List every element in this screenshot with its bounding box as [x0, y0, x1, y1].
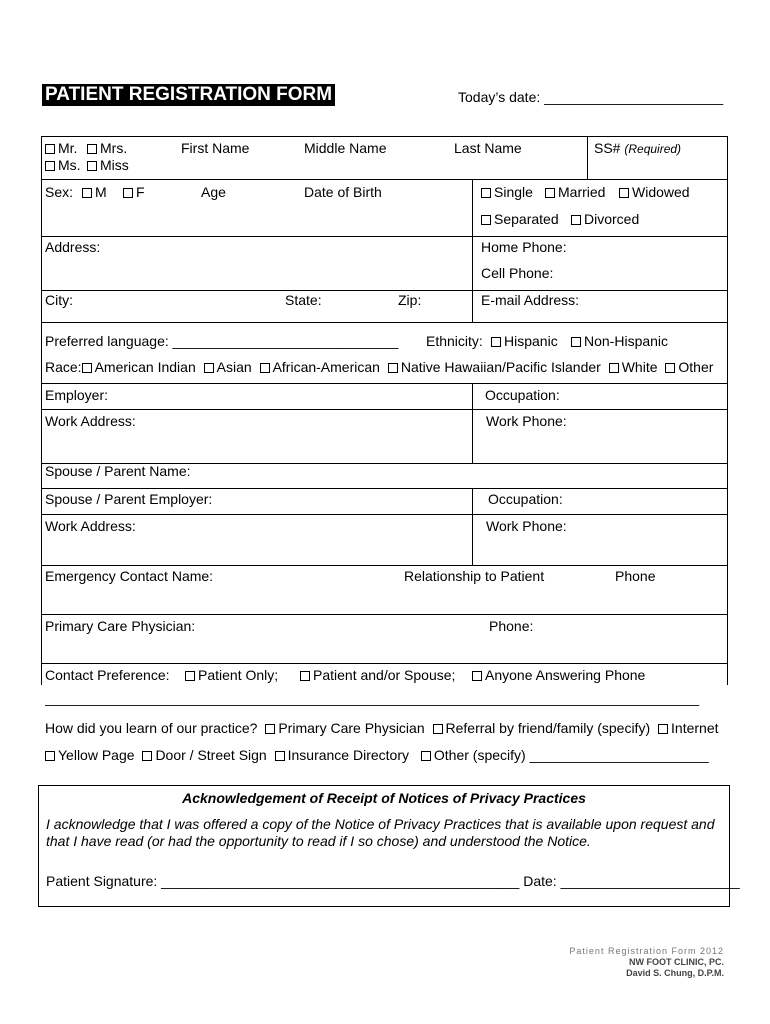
pcp-phone-label: Phone: — [489, 618, 534, 634]
checkbox-icon[interactable] — [87, 144, 97, 154]
learn-pcp: Primary Care Physician — [278, 720, 425, 736]
sex-male-option[interactable]: M — [82, 184, 107, 200]
grid-line — [41, 663, 727, 664]
grid-line — [41, 236, 727, 237]
learn-question: How did you learn of our practice? — [45, 720, 258, 736]
footer-doctor: David S. Chung, D.P.M. — [626, 968, 724, 978]
work-address-label: Work Address: — [45, 413, 136, 429]
acknowledgement-line-2: that I have read (or had the opportunity to read if I so chose) and understood the Notice. — [46, 833, 591, 849]
checkbox-icon[interactable] — [300, 671, 310, 681]
middle-name-label: Middle Name — [304, 140, 387, 156]
checkbox-icon[interactable] — [82, 188, 92, 198]
spouse-occupation-label: Occupation: — [488, 491, 563, 507]
marital-married-option[interactable]: Married — [545, 184, 605, 200]
grid-line — [41, 136, 727, 137]
preferred-language-field[interactable]: Preferred language: _____________________________ — [45, 333, 399, 349]
learn-referral: Referral by friend/family (specify) — [445, 720, 651, 736]
grid-line — [41, 136, 42, 685]
employer-label: Employer: — [45, 387, 109, 403]
checkbox-icon[interactable] — [571, 337, 581, 347]
grid-line — [472, 488, 473, 565]
grid-line — [41, 565, 727, 566]
grid-line — [41, 383, 727, 384]
marital-widowed-option[interactable]: Widowed — [619, 184, 690, 200]
race-african-american: African-American — [272, 359, 380, 375]
todays-date-field[interactable]: Today’s date: _______________________ — [458, 89, 724, 105]
learn-door-sign: Door / Street Sign — [155, 747, 267, 763]
learn-row-2 — [45, 747, 709, 763]
race-asian: Asian — [216, 359, 252, 375]
patient-signature-field[interactable]: Patient Signature: ______________________________________________ Date: _______________________ — [46, 873, 740, 889]
checkbox-icon[interactable] — [472, 671, 482, 681]
dob-label: Date of Birth — [304, 184, 382, 200]
required-note: (Required) — [624, 142, 682, 156]
checkbox-icon[interactable] — [571, 215, 581, 225]
sex-female-option[interactable]: F — [123, 184, 145, 200]
home-phone-label: Home Phone: — [481, 239, 567, 255]
checkbox-icon[interactable] — [665, 363, 675, 373]
spouse-work-address-label: Work Address: — [45, 518, 136, 534]
checkbox-icon[interactable] — [481, 215, 491, 225]
occupation-label: Occupation: — [485, 387, 560, 403]
grid-line — [41, 514, 727, 515]
age-label: Age — [201, 184, 226, 200]
checkbox-icon[interactable] — [388, 363, 398, 373]
pcp-label: Primary Care Physician: — [45, 618, 196, 634]
ethnicity-label: Ethnicity: — [426, 333, 483, 349]
grid-line — [41, 322, 727, 323]
checkbox-icon[interactable] — [421, 751, 431, 761]
spouse-employer-label: Spouse / Parent Employer: — [45, 491, 213, 507]
race-native-hawaiian: Native Hawaiian/Pacific Islander — [400, 359, 601, 375]
checkbox-icon[interactable] — [275, 751, 285, 761]
title-miss-option[interactable]: Miss — [87, 157, 129, 173]
marital-separated-option[interactable]: Separated — [481, 211, 559, 227]
footer-form-name: Patient Registration Form 2012 — [569, 946, 724, 956]
emergency-phone-label: Phone — [615, 568, 656, 584]
acknowledgement-line-1: I acknowledge that I was offered a copy of the Notice of Privacy Practices that is available upon request and — [46, 816, 715, 832]
checkbox-icon[interactable] — [204, 363, 214, 373]
spouse-name-label: Spouse / Parent Name: — [45, 463, 191, 479]
spouse-work-phone-label: Work Phone: — [486, 518, 567, 534]
checkbox-icon[interactable] — [619, 188, 629, 198]
learn-row-1 — [45, 720, 719, 736]
learn-other: Other (specify) _______________________ — [433, 747, 709, 763]
checkbox-icon[interactable] — [491, 337, 501, 347]
email-label: E-mail Address: — [481, 292, 580, 308]
emergency-contact-label: Emergency Contact Name: — [45, 568, 214, 584]
marital-single-option[interactable]: Single — [481, 184, 533, 200]
first-name-label: First Name — [181, 140, 250, 156]
checkbox-icon[interactable] — [142, 751, 152, 761]
grid-line — [472, 179, 473, 322]
race-label: Race: — [45, 359, 82, 375]
checkbox-icon[interactable] — [123, 188, 133, 198]
sex-label: Sex: — [45, 184, 74, 200]
ethnicity-hispanic-option[interactable]: Hispanic — [491, 333, 558, 349]
relationship-label: Relationship to Patient — [404, 568, 545, 584]
grid-line — [41, 409, 727, 410]
title-ms-option[interactable]: Ms. — [45, 157, 81, 173]
contact-preference-label: Contact Preference: — [45, 667, 170, 683]
checkbox-icon[interactable] — [265, 724, 275, 734]
grid-line — [727, 136, 728, 685]
last-name-label: Last Name — [454, 140, 522, 156]
cell-phone-label: Cell Phone: — [481, 265, 554, 281]
race-american-indian: American Indian — [94, 359, 196, 375]
contact-anyone-option[interactable]: Anyone Answering Phone — [472, 667, 645, 683]
form-title: PATIENT REGISTRATION FORM — [42, 84, 335, 106]
grid-line — [41, 614, 727, 615]
learn-internet: Internet — [671, 720, 719, 736]
checkbox-icon[interactable] — [545, 188, 555, 198]
race-row — [45, 359, 713, 375]
checkbox-icon[interactable] — [45, 161, 55, 171]
grid-line — [41, 488, 727, 489]
grid-line — [587, 136, 588, 179]
checkbox-icon[interactable] — [87, 161, 97, 171]
checkbox-icon[interactable] — [82, 363, 92, 373]
ss-label: SS# (Required) — [594, 140, 682, 156]
grid-line — [41, 179, 727, 180]
checkbox-icon[interactable] — [260, 363, 270, 373]
marital-divorced-option[interactable]: Divorced — [571, 211, 639, 227]
learn-insurance: Insurance Directory — [287, 747, 409, 763]
acknowledgement-heading: Acknowledgement of Receipt of Notices of Privacy Practices — [182, 790, 586, 806]
checkbox-icon[interactable] — [45, 751, 55, 761]
work-phone-label: Work Phone: — [486, 413, 567, 429]
title-mrs-option[interactable]: Mrs. — [87, 140, 127, 156]
contact-preference-line[interactable]: ____________________________________________________________________________________ — [45, 690, 700, 706]
grid-line — [472, 383, 473, 463]
footer-clinic: NW FOOT CLINIC, PC. — [629, 957, 724, 967]
learn-yellow-page: Yellow Page — [58, 747, 135, 763]
zip-label: Zip: — [398, 292, 422, 308]
race-other: Other — [678, 359, 714, 375]
checkbox-icon[interactable] — [609, 363, 619, 373]
checkbox-icon[interactable] — [481, 188, 491, 198]
checkbox-icon[interactable] — [45, 144, 55, 154]
checkbox-icon[interactable] — [433, 724, 443, 734]
address-label: Address: — [45, 239, 101, 255]
checkbox-icon[interactable] — [185, 671, 195, 681]
contact-patient-spouse-option[interactable]: Patient and/or Spouse; — [300, 667, 455, 683]
title-mr-option[interactable]: Mr. — [45, 140, 77, 156]
grid-line — [41, 290, 727, 291]
ethnicity-non-hispanic-option[interactable]: Non-Hispanic — [571, 333, 668, 349]
state-label: State: — [285, 292, 322, 308]
city-label: City: — [45, 292, 73, 308]
race-white: White — [621, 359, 658, 375]
checkbox-icon[interactable] — [658, 724, 668, 734]
contact-patient-only-option[interactable]: Patient Only; — [185, 667, 278, 683]
